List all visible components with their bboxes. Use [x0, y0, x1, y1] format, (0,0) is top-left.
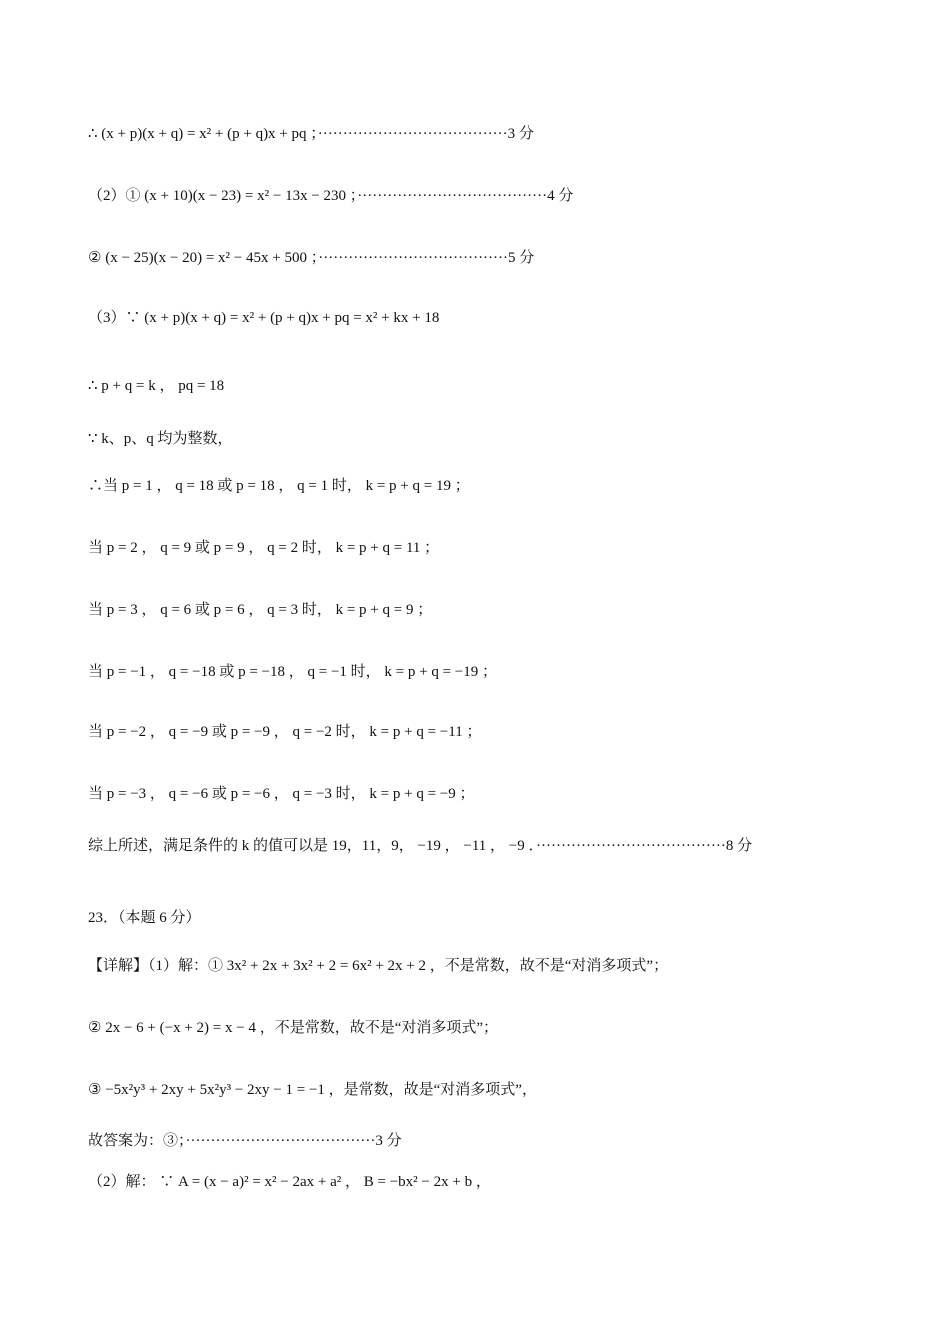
- conclusion-line: 综上所述，满足条件的 k 的值可以是 19，11，9， −19 ， −11 ， −9 ．······································8 分: [88, 838, 753, 854]
- solution-line-11: 当 p = −2 ， q = −9 或 p = −9 ， q = −2 时， k = p + q = −11 ；: [88, 724, 482, 740]
- question-23-heading: 23．（本题 6 分）: [88, 910, 201, 926]
- solution-line-9: 当 p = 3 ， q = 6 或 p = 6 ， q = 3 时， k = p + q = 9 ；: [88, 602, 433, 618]
- detail-line-4: （2）解： ∵ A = (x − a)² = x² − 2ax + a² ， B = −bx² − 2x + b ，: [88, 1174, 491, 1190]
- solution-line-10: 当 p = −1 ， q = −18 或 p = −18 ， q = −1 时， k = p + q = −19 ；: [88, 664, 498, 680]
- solution-line-7: ∴当 p = 1 ， q = 18 或 p = 18 ， q = 1 时， k = p + q = 19 ；: [88, 478, 470, 494]
- answer-line: 故答案为：③；······································3 分: [88, 1133, 402, 1149]
- solution-line-3: ② (x − 25)(x − 20) = x² − 45x + 500 ；······································5 分: [88, 250, 535, 266]
- solution-line-5: ∴ p + q = k ， pq = 18: [88, 378, 225, 394]
- solution-line-4: （3）∵ (x + p)(x + q) = x² + (p + q)x + pq = x² + kx + 18: [88, 310, 440, 326]
- solution-line-6: ∵ k、p、q 均为整数，: [88, 431, 233, 447]
- solution-line-12: 当 p = −3 ， q = −6 或 p = −6 ， q = −3 时， k = p + q = −9 ；: [88, 786, 475, 802]
- solution-line-8: 当 p = 2 ， q = 9 或 p = 9 ， q = 2 时， k = p + q = 11 ；: [88, 540, 440, 556]
- solution-line-1: ∴ (x + p)(x + q) = x² + (p + q)x + pq ；······································3 分: [88, 126, 534, 142]
- solution-line-2: （2）① (x + 10)(x − 23) = x² − 13x − 230 ；······································4 分: [88, 188, 574, 204]
- detail-line-1: 【详解】（1）解：① 3x² + 2x + 3x² + 2 = 6x² + 2x + 2 ，不是常数，故不是“对消多项式”；: [88, 958, 669, 974]
- detail-line-2: ② 2x − 6 + (−x + 2) = x − 4 ，不是常数，故不是“对消多项式”；: [88, 1020, 499, 1036]
- detail-line-3: ③ −5x²y³ + 2xy + 5x²y³ − 2xy − 1 = −1 ，是常数，故是“对消多项式”，: [88, 1082, 537, 1098]
